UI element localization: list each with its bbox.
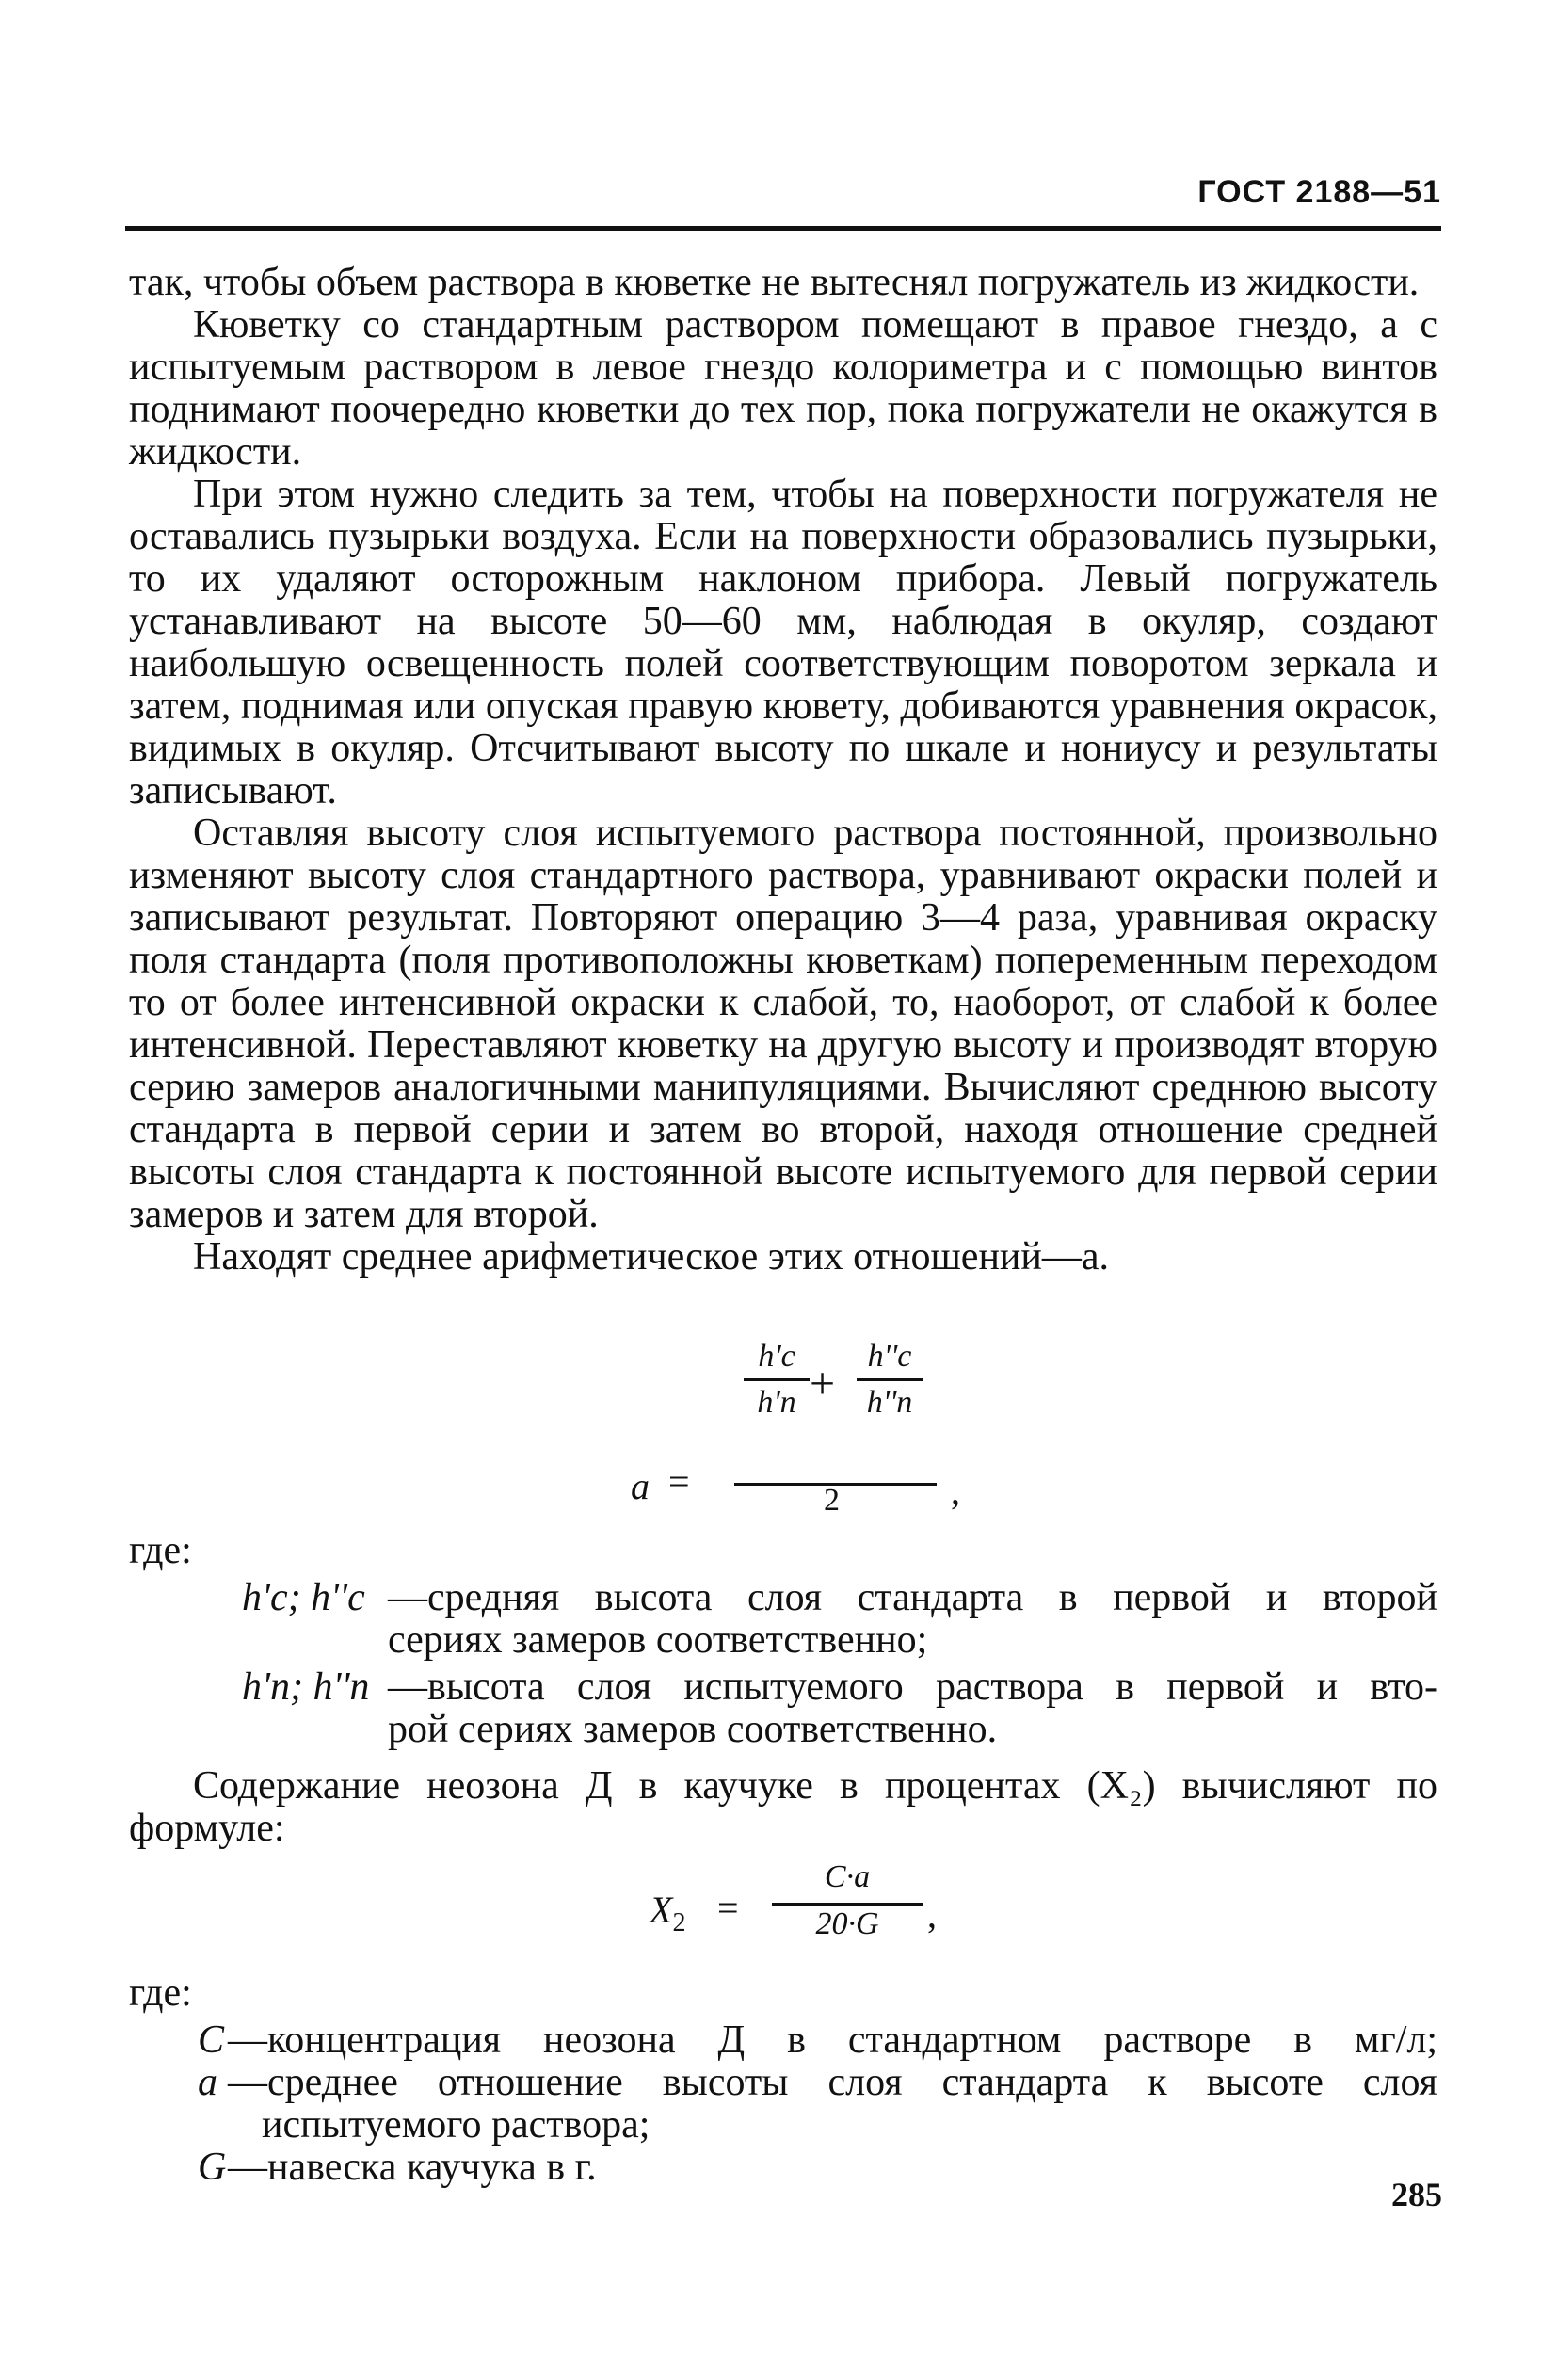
plus-sign: +	[810, 1359, 836, 1408]
content-paragraph	[129, 1765, 1437, 1850]
numerator: h'c	[758, 1339, 795, 1374]
definition-symbol: C	[198, 2018, 225, 2062]
fraction-second-series	[857, 1337, 923, 1423]
definitions-block-2	[129, 1972, 1437, 2015]
definition-text: —концентрация неозона Д в стандартном растворе в мг/л;	[228, 2018, 1437, 2062]
numerator: C·a	[824, 1859, 871, 1894]
definition-text-cont: сериях замеров соответственно;	[388, 1618, 928, 1662]
formula-lhs: а	[631, 1465, 650, 1507]
paragraph: Содержание неозона Д в каучуке в процентах (X₂) вычисляют по формуле:	[129, 1764, 1437, 1850]
denominator: h'п	[757, 1385, 796, 1420]
definition-text: —средняя высота слоя стандарта в первой и второй	[388, 1576, 1437, 1619]
formula-average-ratio	[631, 1337, 1007, 1525]
paragraph: Оставляя высоту слоя испытуемого раствора постоянной, произвольно изменяют высоту слоя стандартного раствора, уравнивают окраски полей и записывают результат. Повторяют операцию 3—4 раза, уравнивая окраску поля стандарта (поля противоположны кюветкам) попеременным переходом то от более интенсивной окраски к слабой, то, наоборот, от слабой к более интенсивной. Переставляют кюветку на другую высоту и производят вторую серию замеров аналогичными манипуляциями. Вычисляют среднюю высоту стандарта в первой серии и затем во второй, находя отношение средней высоты слоя стандарта к постоянной высоте испытуемого для первой серии замеров и затем для второй.	[129, 812, 1437, 1236]
formula-content	[650, 1859, 951, 1963]
fraction-bar	[772, 1903, 923, 1906]
formula-lhs	[650, 1888, 685, 1938]
equals-sign: =	[668, 1460, 690, 1503]
formula-denominator: 2	[824, 1483, 840, 1518]
denominator: 20·G	[815, 1906, 879, 1941]
formula-comma: ,	[927, 1893, 937, 1936]
formula-comma: ,	[951, 1470, 960, 1512]
paragraph: Кюветку со стандартным раствором помещают в правое гнездо, а с испытуемым раствором в левое гнездо колориметра и с помощью винтов поднимают поочередно кюветки до тех пор, пока погружатели не окажутся в жидкости.	[129, 303, 1437, 474]
paragraph: Находят среднее арифметическое этих отношений—а.	[193, 1235, 1110, 1278]
lhs-subscript: 2	[672, 1908, 686, 1938]
standard-number: ГОСТ 2188—51	[1197, 174, 1441, 210]
body-text	[129, 262, 1437, 1278]
fraction-first-series	[744, 1337, 810, 1423]
definition-symbol: a	[198, 2061, 217, 2104]
where-label: где:	[129, 1529, 192, 1572]
paragraph: При этом нужно следить за тем, чтобы на поверхности погружателя не оставались пузырьки воздуха. Если на поверхности образовались пузырьки, то их удаляют осторожным наклоном прибора. Левый погружатель устанавливают на высоте 50—60 мм, наблюдая в окуляр, создают наибольшую освещенность полей соответствующим поворотом зеркала и затем, поднимая или опуская правую кювету, добиваются уравнения окрасок, видимых в окуляр. Отсчитывают высоту по шкале и нониусу и результаты записывают.	[129, 473, 1437, 812]
fraction-bar	[744, 1378, 810, 1381]
paragraph: так, чтобы объем раствора в кюветке не вытеснял погружатель из жидкости.	[129, 261, 1420, 304]
lhs-symbol: X	[650, 1889, 673, 1931]
definition-text: —навеска каучука в г.	[228, 2146, 597, 2189]
header-rule	[125, 226, 1441, 231]
page-header	[123, 174, 1441, 219]
where-label: где:	[129, 1971, 192, 2015]
numerator: h''c	[867, 1339, 912, 1374]
definition-symbol: h'c; h''c	[242, 1576, 365, 1619]
fraction-bar	[857, 1378, 923, 1381]
equals-sign: =	[717, 1887, 739, 1929]
definition-symbol: G	[198, 2146, 227, 2189]
definition-text: —высота слоя испытуемого раствора в первой и вто-	[388, 1665, 1437, 1709]
definition-text: —среднее отношение высоты слоя стандарта к высоте слоя	[228, 2061, 1437, 2104]
definition-text-cont: рой сериях замеров соответственно.	[388, 1708, 998, 1751]
definition-text-cont: испытуемого раствора;	[262, 2103, 650, 2147]
definitions-block-1	[129, 1530, 1437, 1572]
denominator: h''п	[866, 1385, 913, 1420]
page-number: 285	[1391, 2176, 1442, 2213]
definition-symbol: h'п; h''п	[242, 1665, 370, 1709]
